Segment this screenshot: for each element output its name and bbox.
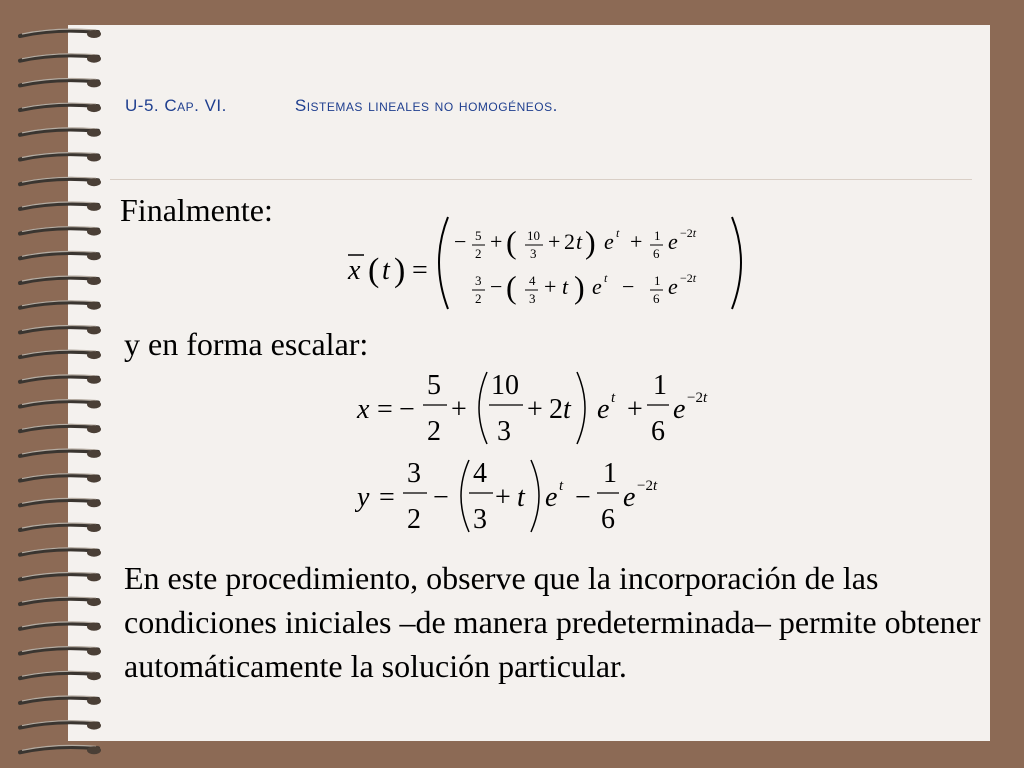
svg-text:): ) <box>394 252 406 289</box>
spiral-binding <box>0 0 110 768</box>
svg-text:3: 3 <box>497 416 511 447</box>
svg-text:+: + <box>630 229 643 254</box>
svg-text:t: t <box>611 390 616 406</box>
svg-text:t: t <box>382 255 390 286</box>
svg-text:+: + <box>548 229 561 254</box>
binding-coil <box>20 597 101 606</box>
svg-text:e: e <box>592 274 602 299</box>
svg-text:3: 3 <box>529 291 536 306</box>
svg-text:e: e <box>545 482 558 513</box>
binding-coil <box>20 301 101 310</box>
binding-coil <box>20 202 101 211</box>
svg-text:+: + <box>495 482 511 513</box>
label-escalar: y en forma escalar: <box>124 326 369 362</box>
svg-text:t: t <box>576 229 583 254</box>
binding-coil <box>20 696 101 705</box>
svg-text:+: + <box>627 394 643 425</box>
svg-text:2: 2 <box>427 416 441 447</box>
svg-text:2: 2 <box>407 504 421 535</box>
svg-text:−: − <box>490 274 503 299</box>
binding-coil <box>20 326 101 335</box>
svg-text:−2t: −2t <box>637 478 658 494</box>
svg-text:y: y <box>357 482 370 513</box>
svg-text:−: − <box>454 229 467 254</box>
svg-text:e: e <box>604 229 614 254</box>
svg-text:3: 3 <box>407 458 421 489</box>
svg-text:6: 6 <box>651 416 665 447</box>
svg-text:e: e <box>668 274 678 299</box>
svg-text:5: 5 <box>427 370 441 401</box>
binding-coil <box>20 573 101 582</box>
svg-text:+: + <box>544 274 557 299</box>
svg-text:=: = <box>412 255 428 286</box>
conclusion-paragraph: En este procedimiento, observe que la incorporación de las condiciones iniciales –de manera predeterminada– permite obtener automáticamente la solución particular. <box>124 560 981 684</box>
binding-coil <box>20 523 101 532</box>
binding-coil <box>20 424 101 433</box>
svg-text:t: t <box>604 271 608 285</box>
binding-coil <box>20 54 101 63</box>
svg-text:5: 5 <box>475 228 482 243</box>
binding-coil <box>20 350 101 359</box>
svg-text:10: 10 <box>527 228 540 243</box>
binding-coil <box>20 276 101 285</box>
binding-coil <box>20 227 101 236</box>
svg-text:(: ( <box>368 252 380 289</box>
svg-text:6: 6 <box>653 291 660 306</box>
binding-coil <box>20 375 101 384</box>
equation-x <box>355 368 735 450</box>
svg-text:−2t: −2t <box>680 226 697 240</box>
svg-text:−: − <box>433 482 449 513</box>
svg-text:2: 2 <box>549 394 563 425</box>
binding-coil <box>20 153 101 162</box>
svg-text:e: e <box>623 482 636 513</box>
svg-text:(: ( <box>506 224 517 260</box>
svg-text:1: 1 <box>654 273 661 288</box>
svg-text:1: 1 <box>654 228 661 243</box>
svg-text:x: x <box>348 255 361 286</box>
svg-text:=: = <box>377 394 393 425</box>
equation-y-graphic <box>355 456 715 538</box>
svg-text:6: 6 <box>601 504 615 535</box>
binding-coil <box>20 251 101 260</box>
svg-text:10: 10 <box>491 370 519 401</box>
svg-text:t: t <box>616 226 620 240</box>
svg-text:e: e <box>673 394 686 425</box>
svg-text:=: = <box>379 482 395 513</box>
svg-text:1: 1 <box>653 370 667 401</box>
svg-text:6: 6 <box>653 246 660 261</box>
svg-text:+: + <box>451 394 467 425</box>
equation-x-graphic <box>355 368 735 450</box>
slide-header <box>125 96 558 116</box>
svg-text:(: ( <box>506 269 517 305</box>
svg-text:x: x <box>357 394 370 425</box>
svg-text:): ) <box>585 224 596 260</box>
binding-coil <box>20 622 101 631</box>
svg-text:−: − <box>575 482 591 513</box>
svg-text:−: − <box>622 274 635 299</box>
svg-text:+: + <box>527 394 543 425</box>
binding-coil <box>20 29 101 38</box>
vector-equation-graphic <box>330 205 750 320</box>
binding-coil <box>20 177 101 186</box>
svg-text:−: − <box>399 394 415 425</box>
binding-coil <box>20 400 101 409</box>
binding-coil <box>20 474 101 483</box>
binding-coil <box>20 548 101 557</box>
svg-text:e: e <box>597 394 610 425</box>
binding-coil <box>20 103 101 112</box>
svg-text:t: t <box>563 394 571 425</box>
svg-text:t: t <box>562 274 569 299</box>
label-finalmente: Finalmente: <box>120 192 273 228</box>
binding-coil <box>20 721 101 730</box>
svg-text:−2t: −2t <box>680 271 697 285</box>
svg-text:2: 2 <box>475 246 482 261</box>
equation-y <box>355 456 715 538</box>
svg-text:t: t <box>517 482 525 513</box>
binding-coil <box>20 498 101 507</box>
binding-coil <box>20 745 101 754</box>
svg-text:e: e <box>668 229 678 254</box>
svg-text:3: 3 <box>475 273 482 288</box>
svg-text:2: 2 <box>564 229 575 254</box>
binding-coil <box>20 647 101 656</box>
vector-equation <box>330 205 750 320</box>
header-divider <box>110 179 972 180</box>
binding-coil <box>20 671 101 680</box>
svg-text:3: 3 <box>530 246 537 261</box>
binding-coil <box>20 79 101 88</box>
header-title: Sistemas lineales no homogéneos. <box>294 96 558 115</box>
svg-text:4: 4 <box>473 458 487 489</box>
header-unit: U-5. Cap. VI. <box>125 96 227 115</box>
binding-coil <box>20 449 101 458</box>
svg-text:t: t <box>559 478 564 494</box>
svg-text:): ) <box>574 269 585 305</box>
binding-coil <box>20 128 101 137</box>
svg-text:3: 3 <box>473 504 487 535</box>
svg-text:4: 4 <box>529 273 536 288</box>
svg-text:−2t: −2t <box>687 390 708 406</box>
svg-text:+: + <box>490 229 503 254</box>
svg-text:2: 2 <box>475 291 482 306</box>
svg-text:1: 1 <box>603 458 617 489</box>
